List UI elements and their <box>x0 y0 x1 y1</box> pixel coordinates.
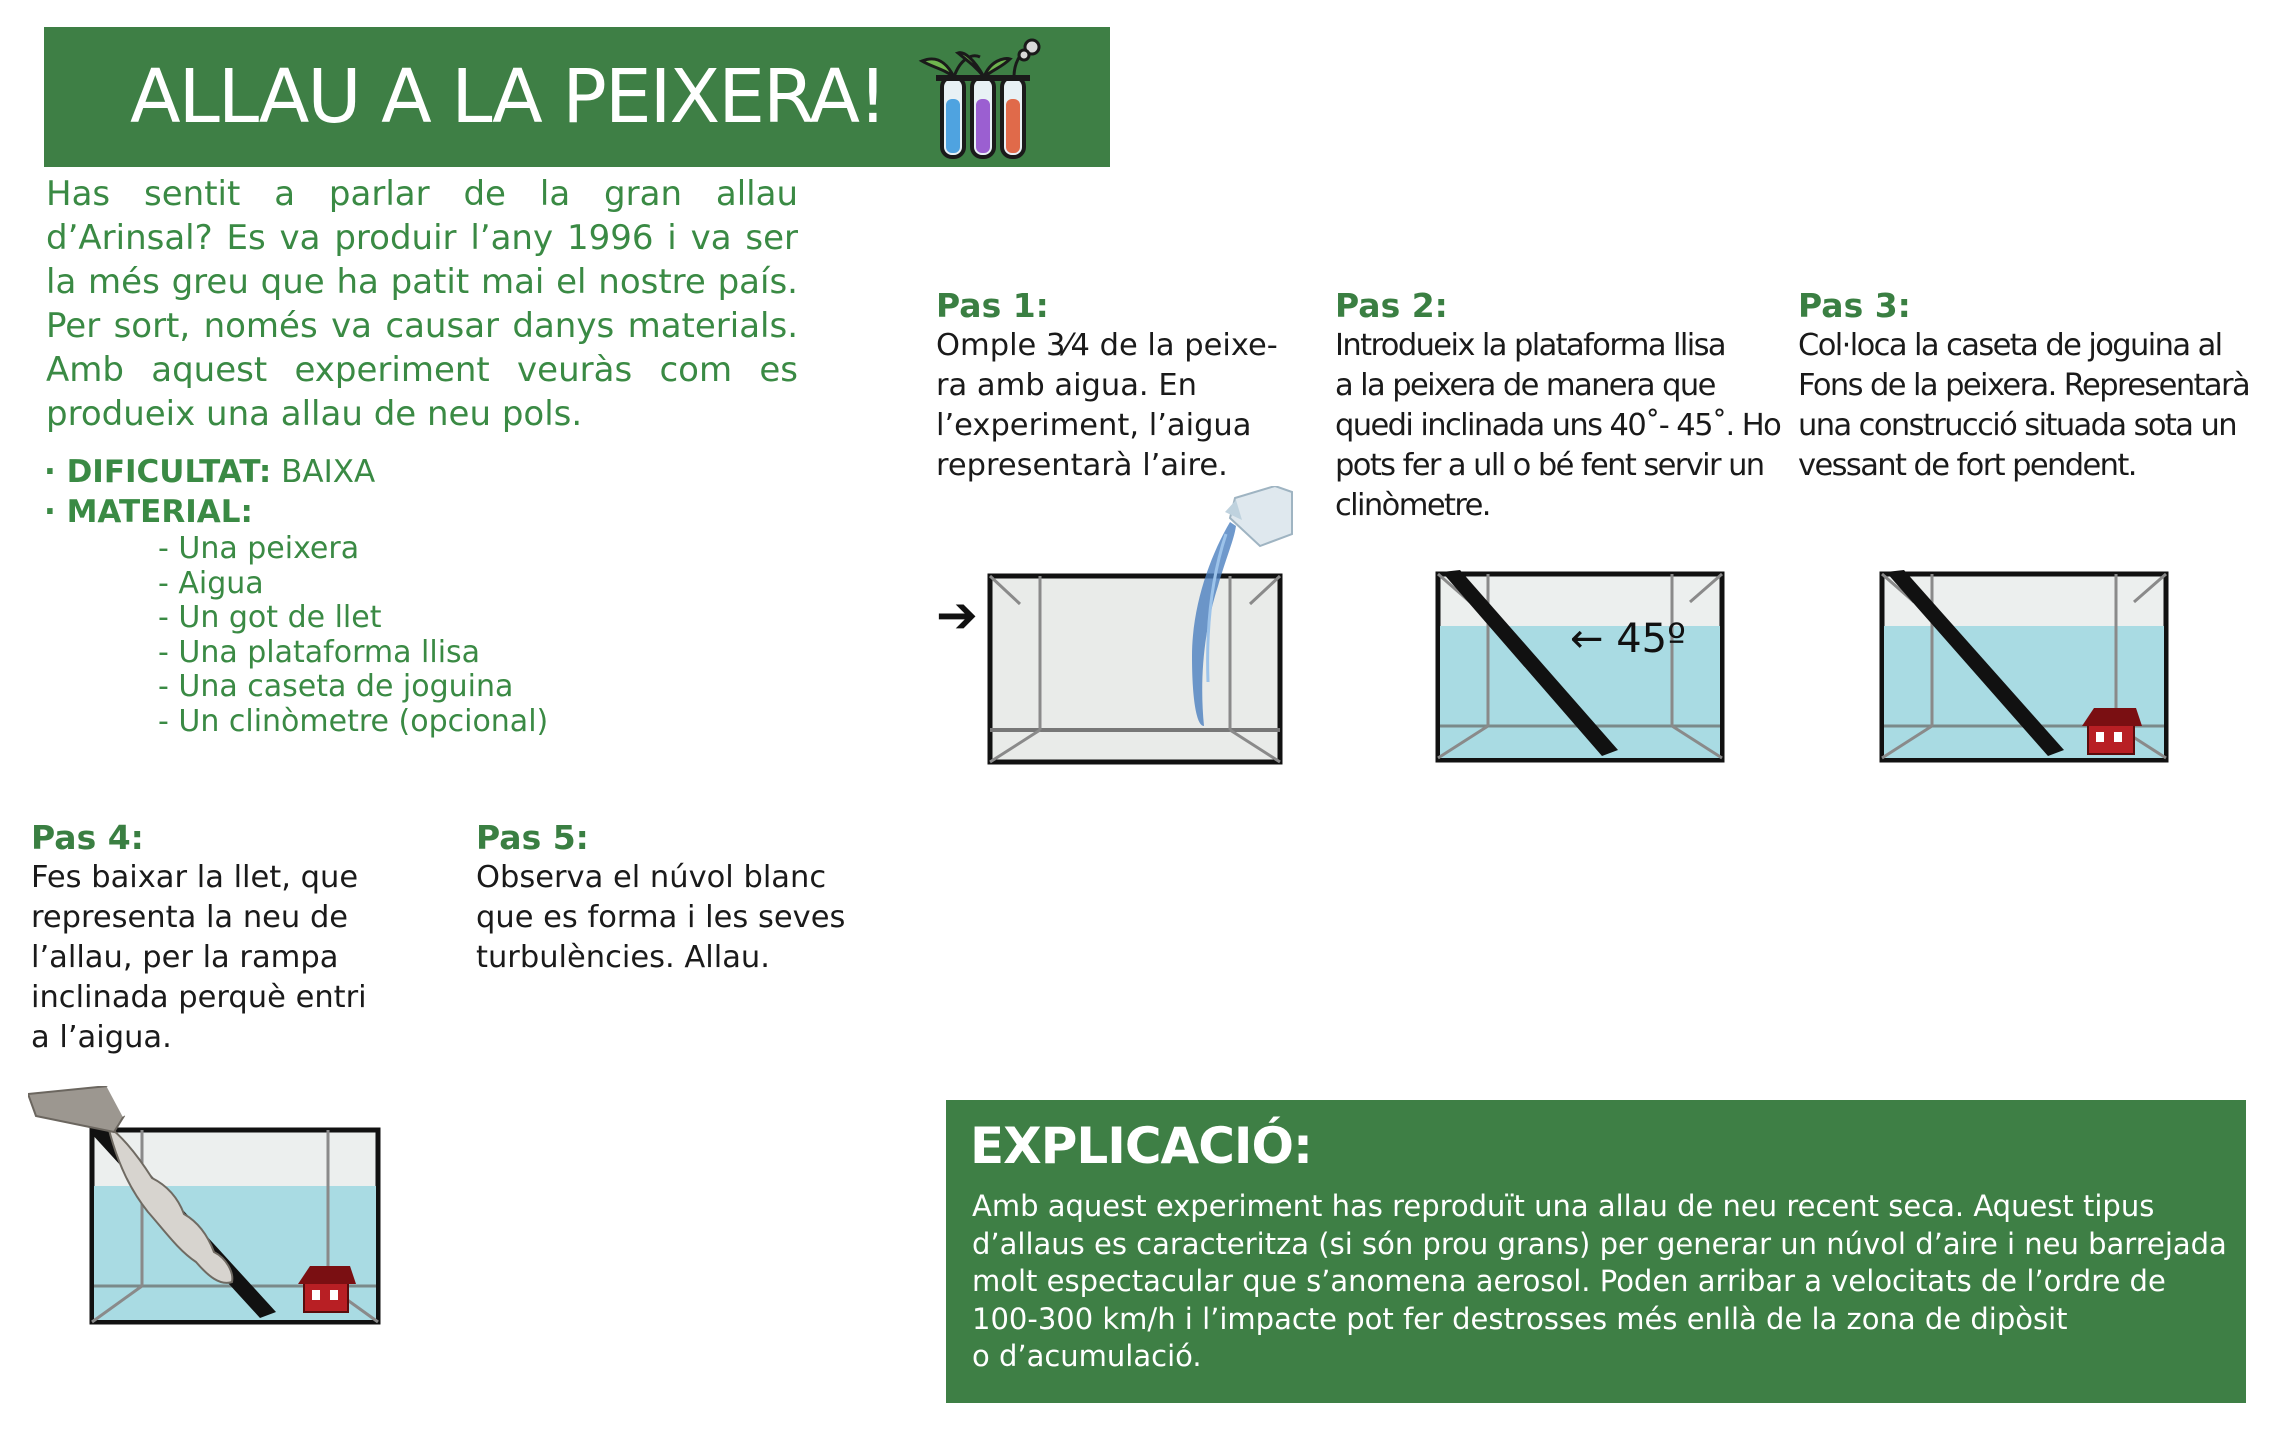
step-2-text <box>1335 326 1781 526</box>
step-4-figure <box>28 1086 388 1366</box>
materials-list <box>158 532 548 739</box>
step-1-line: l’experiment, l’aigua <box>936 408 1252 443</box>
step-5-line: Observa el núvol blanc <box>476 860 827 895</box>
title-banner <box>44 27 1110 167</box>
angle-label: ← 45º <box>1570 616 1686 662</box>
material-label: · MATERIAL: <box>44 494 253 530</box>
step-2-line: Introdueix la plataforma llisa <box>1335 328 1726 363</box>
difficulty-row <box>44 452 375 492</box>
step-4-line: a l’aigua. <box>31 1020 172 1055</box>
list-item: - Una plataforma llisa <box>158 634 481 670</box>
step-1-line: ra amb aigua. En <box>936 368 1197 403</box>
step-4 <box>31 818 431 1058</box>
step-4-line: representa la neu de <box>31 900 349 935</box>
arrow-right-icon: ➔ <box>936 586 978 644</box>
material-row <box>44 492 253 532</box>
toy-house-icon <box>298 1266 356 1312</box>
step-1-text <box>936 326 1316 486</box>
explanation-line: o d’acumulació. <box>972 1339 1202 1373</box>
page-title: ALLAU A LA PEIXERA! <box>130 54 886 140</box>
step-2-line: a la peixera de manera que <box>1335 368 1715 403</box>
step-2 <box>1335 286 1781 526</box>
step-5 <box>476 818 876 978</box>
step-2-line: quedi inclinada uns 40˚- 45˚. Ho <box>1335 408 1781 443</box>
step-3-line: una construcció situada sota un <box>1798 408 2236 443</box>
step-3-figure <box>1874 566 2174 766</box>
step-3-line: Col·loca la caseta de joguina al <box>1798 328 2222 363</box>
list-item: - Un clinòmetre (opcional) <box>158 703 549 739</box>
list-item: - Una peixera <box>158 531 360 566</box>
step-5-text <box>476 858 876 978</box>
step-3-text <box>1798 326 2268 486</box>
intro-paragraph: Has sentit a parlar de la gran allau d’Arinsal? Es va produir l’any 1996 i va ser la més greu que ha patit mai el nostre país. Per sort, només va causar danys materials. Amb aquest experiment veuràs com es produeix una allau de neu pols. <box>46 174 798 434</box>
step-3-line: Fons de la peixera. Representarà <box>1798 368 2250 403</box>
step-2-title: Pas 2: <box>1335 286 1448 325</box>
test-tubes-icon <box>914 37 1054 161</box>
toy-house-icon <box>2082 708 2142 754</box>
step-3-line: vessant de fort pendent. <box>1798 448 2136 483</box>
step-4-line: l’allau, per la rampa <box>31 940 339 975</box>
step-1-title: Pas 1: <box>936 286 1049 325</box>
explanation-line: molt espectacular que s’anomena aerosol. Poden arribar a velocitats de l’ordre de <box>972 1264 2166 1298</box>
step-3-title: Pas 3: <box>1798 286 1911 325</box>
step-1-line: representarà l’aire. <box>936 448 1228 483</box>
step-5-title: Pas 5: <box>476 818 589 857</box>
step-1-figure <box>930 486 1300 768</box>
step-2-figure <box>1430 566 1730 766</box>
step-5-line: turbulències. Allau. <box>476 940 770 975</box>
step-2-line: pots fer a ull o bé fent servir un <box>1335 448 1764 483</box>
explanation-text <box>972 1188 2232 1376</box>
difficulty-label: · DIFICULTAT: <box>44 454 272 490</box>
step-3 <box>1798 286 2268 486</box>
milk-glass-icon <box>28 1086 124 1132</box>
step-5-line: que es forma i les seves <box>476 900 846 935</box>
difficulty-value: BAIXA <box>271 454 376 490</box>
step-1 <box>936 286 1316 486</box>
explanation-box <box>946 1100 2246 1403</box>
explanation-title: EXPLICACIÓ: <box>970 1117 1313 1175</box>
step-4-title: Pas 4: <box>31 818 144 857</box>
explanation-line: d’allaus es caracteritza (si són prou grans) per generar un núvol d’aire i neu barrejada <box>972 1226 2227 1261</box>
list-item: - Una caseta de joguina <box>158 669 514 704</box>
step-4-line: inclinada perquè entri <box>31 980 367 1015</box>
step-1-line: Omple 3⁄4 de la peixe- <box>936 328 1278 363</box>
step-4-text <box>31 858 431 1058</box>
explanation-line: 100-300 km/h i l’impacte pot fer destrosses més enllà de la zona de dipòsit <box>972 1301 2068 1336</box>
explanation-line: Amb aquest experiment has reproduït una allau de neu recent seca. Aquest tipus <box>972 1189 2155 1223</box>
step-4-line: Fes baixar la llet, que <box>31 860 359 895</box>
list-item: - Un got de llet <box>158 600 382 635</box>
step-2-line: clinòmetre. <box>1335 488 1490 523</box>
list-item: - Aigua <box>158 565 264 601</box>
